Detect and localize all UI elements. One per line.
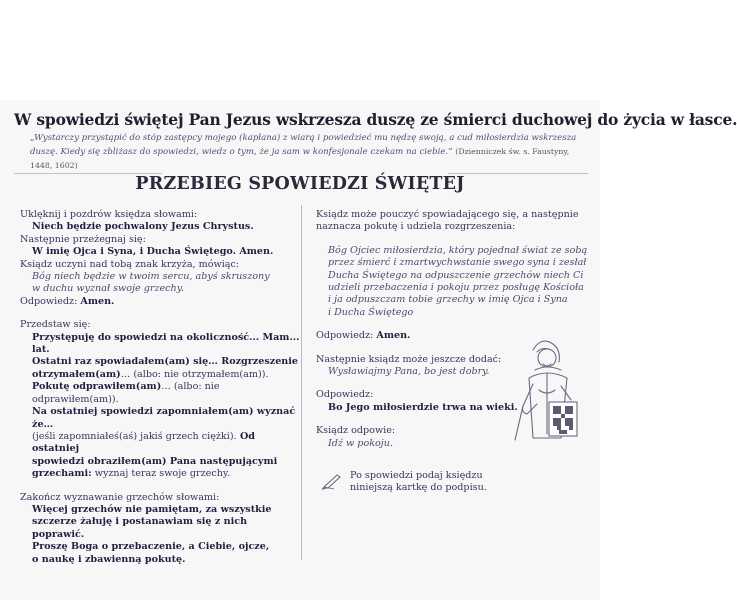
confession-note: wyznaj teraz swoje grzechy.: [91, 468, 231, 480]
quote-line-2: [30, 145, 586, 173]
priest-illustration: [503, 330, 587, 445]
instruction: naznacza pokutę i udziela rozgrzeszenia:: [316, 221, 516, 233]
confession-text: Na ostatniej spowiedzi zapomniałem(am) wyznać że…: [32, 406, 296, 430]
left-column: [20, 209, 300, 566]
absolution-formula: udzieli przebaczenia i pokoju przez posługę Kościoła: [328, 282, 584, 294]
confession-note: … (albo: nie otrzymałem(am)).: [120, 368, 269, 380]
closing-words: szczerze żałuję i postanawiam się z nich poprawić.: [32, 516, 248, 540]
response-label: Odpowiedz:: [20, 295, 78, 307]
priest-words: w duchu wyznał swoje grzechy.: [32, 283, 184, 295]
response-label: Odpowiedz:: [316, 389, 374, 401]
instruction: Przedstaw się:: [20, 319, 91, 331]
quote-line-1: „Wystarczy przystąpić do stóp zastępcy mojego (kapłana) z wiarą i powiedzieć mu nędzę swoją, a cud miłosierdzia wskrzesza: [30, 133, 577, 143]
confession-text: Przystępuję do spowiedzi na okoliczność... Mam... lat.: [32, 331, 300, 356]
instruction: Uklęknij i pozdrów księdza słowami:: [20, 209, 198, 220]
quote-source: (Dzienniczek św. s. Faustyny, 1448, 1602): [30, 147, 570, 170]
pen-icon: [321, 472, 343, 490]
absolution-formula: i Ducha Świętego: [328, 306, 414, 318]
confession-bold: grzechami:: [32, 468, 92, 480]
confession-text: Ostatni raz spowiadałem(am) się… Rozgrzeszenie: [32, 356, 299, 368]
confession-note: (jeśli zapomniałeś(aś) jakiś grzech ciężki).: [32, 430, 237, 442]
priest-words: Idź w pokoju.: [328, 437, 394, 449]
column-divider: [301, 205, 302, 560]
note-line-1: Po spowiedzi podaj księdzu: [350, 470, 483, 481]
confession-bold: Od ostatniej: [32, 430, 256, 455]
priest-words: Bóg niech będzie w twoim sercu, abyś skruszony: [32, 271, 270, 283]
confession-bold: Pokutę odprawiłem(am): [32, 381, 162, 393]
absolution-formula: Ducha Świętego na odpuszczenie grzechów niech Ci: [328, 269, 584, 281]
page-title: PRZEBIEG SPOWIEDZI ŚWIĘTEJ: [135, 174, 465, 194]
greeting: Niech będzie pochwalony Jezus Chrystus.: [32, 221, 254, 233]
confession-text: [20, 431, 300, 456]
response-value: Amen.: [80, 295, 115, 307]
response-line: [20, 296, 300, 308]
instruction: Ksiądz może pouczyć spowiadającego się, a następnie: [316, 209, 579, 220]
absolution-formula: Bóg Ojciec miłosierdzia, który pojednał świat ze sobą: [328, 244, 588, 256]
closing-words: Proszę Boga o przebaczenie, a Ciebie, ojcze,: [32, 541, 270, 553]
confession-text: [20, 468, 300, 480]
confession-text: [20, 381, 300, 406]
absolution-formula: przez śmierć i zmartwychwstanie swego syna i zesłał: [328, 257, 587, 269]
sign-of-cross: W imię Ojca i Syna, i Ducha Świętego. Amen.: [32, 246, 274, 258]
response-value: Amen.: [376, 330, 411, 342]
response-value: Bo Jego miłosierdzie trwa na wieki.: [328, 401, 518, 413]
confession-text: spowiedzi obraziłem(am) Pana następującymi: [32, 455, 278, 467]
quote-line-2-text: duszę. Kiedy się zbliżasz do spowiedzi, wiedz o tym, że ja sam w konfesjonale czekam na ciebie.”: [30, 147, 453, 157]
instruction: Ksiądz uczyni nad tobą znak krzyża, mówiąc:: [20, 258, 240, 270]
faustyna-quote: [30, 132, 586, 173]
headline: W spowiedzi świętej Pan Jezus wskrzesza duszę ze śmierci duchowej do życia w łasce.: [14, 110, 737, 129]
signature-note: [350, 470, 500, 495]
instruction: Następnie przeżegnaj się:: [20, 233, 146, 245]
priest-words: Wysławiajmy Pana, bo jest dobry.: [328, 366, 490, 378]
closing-words: Więcej grzechów nie pamiętam, za wszystkie: [32, 503, 272, 515]
note-line-2: niniejszą kartkę do podpisu.: [350, 482, 487, 494]
instruction: Zakończ wyznawanie grzechów słowami:: [20, 491, 220, 503]
confession-bold: otrzymałem(am): [32, 368, 121, 380]
instruction: Następnie ksiądz może jeszcze dodać:: [316, 353, 502, 365]
closing-words: o naukę i zbawienną pokutę.: [32, 553, 186, 565]
confession-text: [20, 369, 300, 381]
top-blank-area: [0, 0, 600, 100]
absolution-formula: i ja odpuszczam tobie grzechy w imię Ojca i Syna: [328, 294, 568, 306]
instruction: Ksiądz odpowie:: [316, 425, 396, 437]
confession-note: … (albo: nie odprawiłem(am)).: [32, 381, 220, 405]
response-label: Odpowiedz:: [316, 330, 374, 342]
